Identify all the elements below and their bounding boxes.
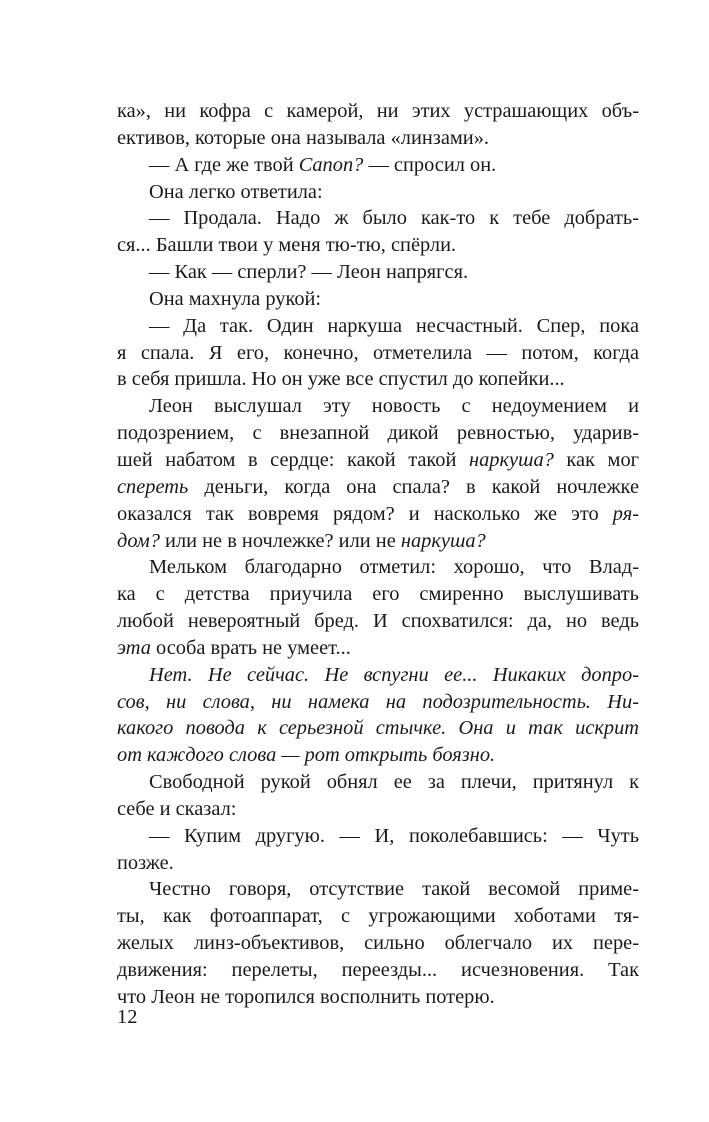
text-line (117, 98, 639, 125)
text-segment: — Продала. Надо ж было как-то к тебе добрать- (149, 207, 639, 230)
text-segment: любой невероятный бред. И спохватился: да, но ведь (117, 610, 639, 633)
text-segment: — Да так. Один наркуша несчастный. Спер, пока (149, 314, 639, 337)
text-segment: в себя пришла. Но он уже все спустил до копейки... (117, 368, 565, 391)
text-line (117, 957, 639, 984)
text-line (117, 635, 639, 662)
text-line (117, 179, 639, 206)
text-line (117, 286, 639, 313)
text-line (117, 984, 639, 1011)
italic-text: какого повода к серьезной стычке. Она и так искрит (117, 717, 639, 740)
text-line (117, 152, 639, 179)
italic-text: Canon? (298, 153, 364, 176)
text-segment: Она легко ответила: (149, 180, 323, 203)
text-segment: движения: перелеты, переезды... исчезновения. Так (117, 959, 639, 981)
text-line (117, 823, 639, 850)
text-line (117, 420, 639, 447)
text-line (117, 689, 639, 716)
text-segment: — Как — сперли? — Леон напрягся. (149, 261, 469, 284)
text-line (117, 393, 639, 420)
italic-text: Нет. Не сейчас. Не вспугни ее... Никаких допро- (149, 663, 639, 686)
italic-text: наркуша? (468, 448, 554, 471)
text-segment: — спросил он. (363, 153, 497, 176)
text-segment: или не в ночлежке? или не (159, 529, 401, 552)
italic-text: от каждого слова — рот открыть боязно. (117, 744, 496, 767)
text-segment: особа врать не умеет... (150, 636, 351, 659)
text-segment: Свободной рукой обнял ее за плечи, притянул к (149, 771, 639, 794)
italic-text: ря- (612, 502, 639, 525)
text-line (117, 876, 639, 903)
text-segment: Леон выслушал эту новость с недоумением и (149, 395, 639, 418)
italic-text: дом? (117, 529, 160, 552)
text-segment: Честно говоря, отсутствие такой весомой приме- (149, 878, 639, 901)
text-line (117, 903, 639, 930)
text-line (117, 769, 639, 796)
italic-text: спереть (117, 475, 189, 498)
italic-text: эта (117, 636, 151, 659)
text-segment: деньги, когда она спала? в какой ночлежке (188, 475, 639, 498)
text-line (117, 259, 639, 286)
text-segment: что Леон не торопился восполнить потерю. (117, 985, 495, 1008)
text-line (117, 608, 639, 635)
text-segment: желых линз-объективов, сильно облегчало их пере- (117, 932, 639, 955)
text-line (117, 581, 639, 608)
text-segment: позже. (117, 851, 174, 874)
text-line (117, 447, 639, 474)
text-segment: себе и сказал: (117, 797, 237, 820)
text-line (117, 232, 639, 259)
text-segment: Она махнула рукой: (149, 287, 322, 310)
text-segment: шей набатом в сердце: какой такой (117, 448, 469, 471)
text-segment: подозрением, с внезапной дикой ревностью, ударив- (117, 422, 639, 445)
text-line (117, 474, 639, 501)
text-line (117, 125, 639, 152)
italic-text: наркуша? (400, 529, 486, 552)
text-line (117, 205, 639, 232)
text-line (117, 501, 639, 528)
text-segment: ка», ни кофра с камерой, ни этих устрашающих объ- (117, 100, 639, 122)
text-line (117, 528, 639, 555)
text-segment: ся... Башли твои у меня тю-тю, спёрли. (117, 234, 457, 257)
book-page-text (117, 98, 639, 1011)
text-line (117, 366, 639, 393)
page-number: 12 (117, 1006, 138, 1028)
text-line (117, 340, 639, 367)
text-line (117, 796, 639, 823)
text-line (117, 742, 639, 769)
text-line (117, 715, 639, 742)
text-line (117, 662, 639, 689)
text-segment: ка с детства приучила его смиренно выслушивать (117, 583, 639, 606)
text-segment: ты, как фотоаппарат, с угрожающими хоботами тя- (117, 905, 639, 928)
text-segment: как мог (553, 448, 639, 471)
text-segment: ективов, которые она называла «линзами». (117, 126, 489, 149)
text-line (117, 554, 639, 581)
text-segment: — А где же твой (149, 153, 299, 176)
italic-text: сов, ни слова, ни намека на подозрительность. Ни- (117, 690, 639, 713)
text-line (117, 850, 639, 877)
text-segment: оказался так вовремя рядом? и насколько же это (117, 502, 613, 525)
text-line (117, 930, 639, 957)
text-segment: Мельком благодарно отметил: хорошо, что Влад- (149, 556, 639, 579)
text-segment: я спала. Я его, конечно, отметелила — потом, когда (117, 341, 639, 364)
text-line (117, 313, 639, 340)
text-segment: — Купим другую. — И, поколебавшись: — Чуть (149, 824, 639, 847)
